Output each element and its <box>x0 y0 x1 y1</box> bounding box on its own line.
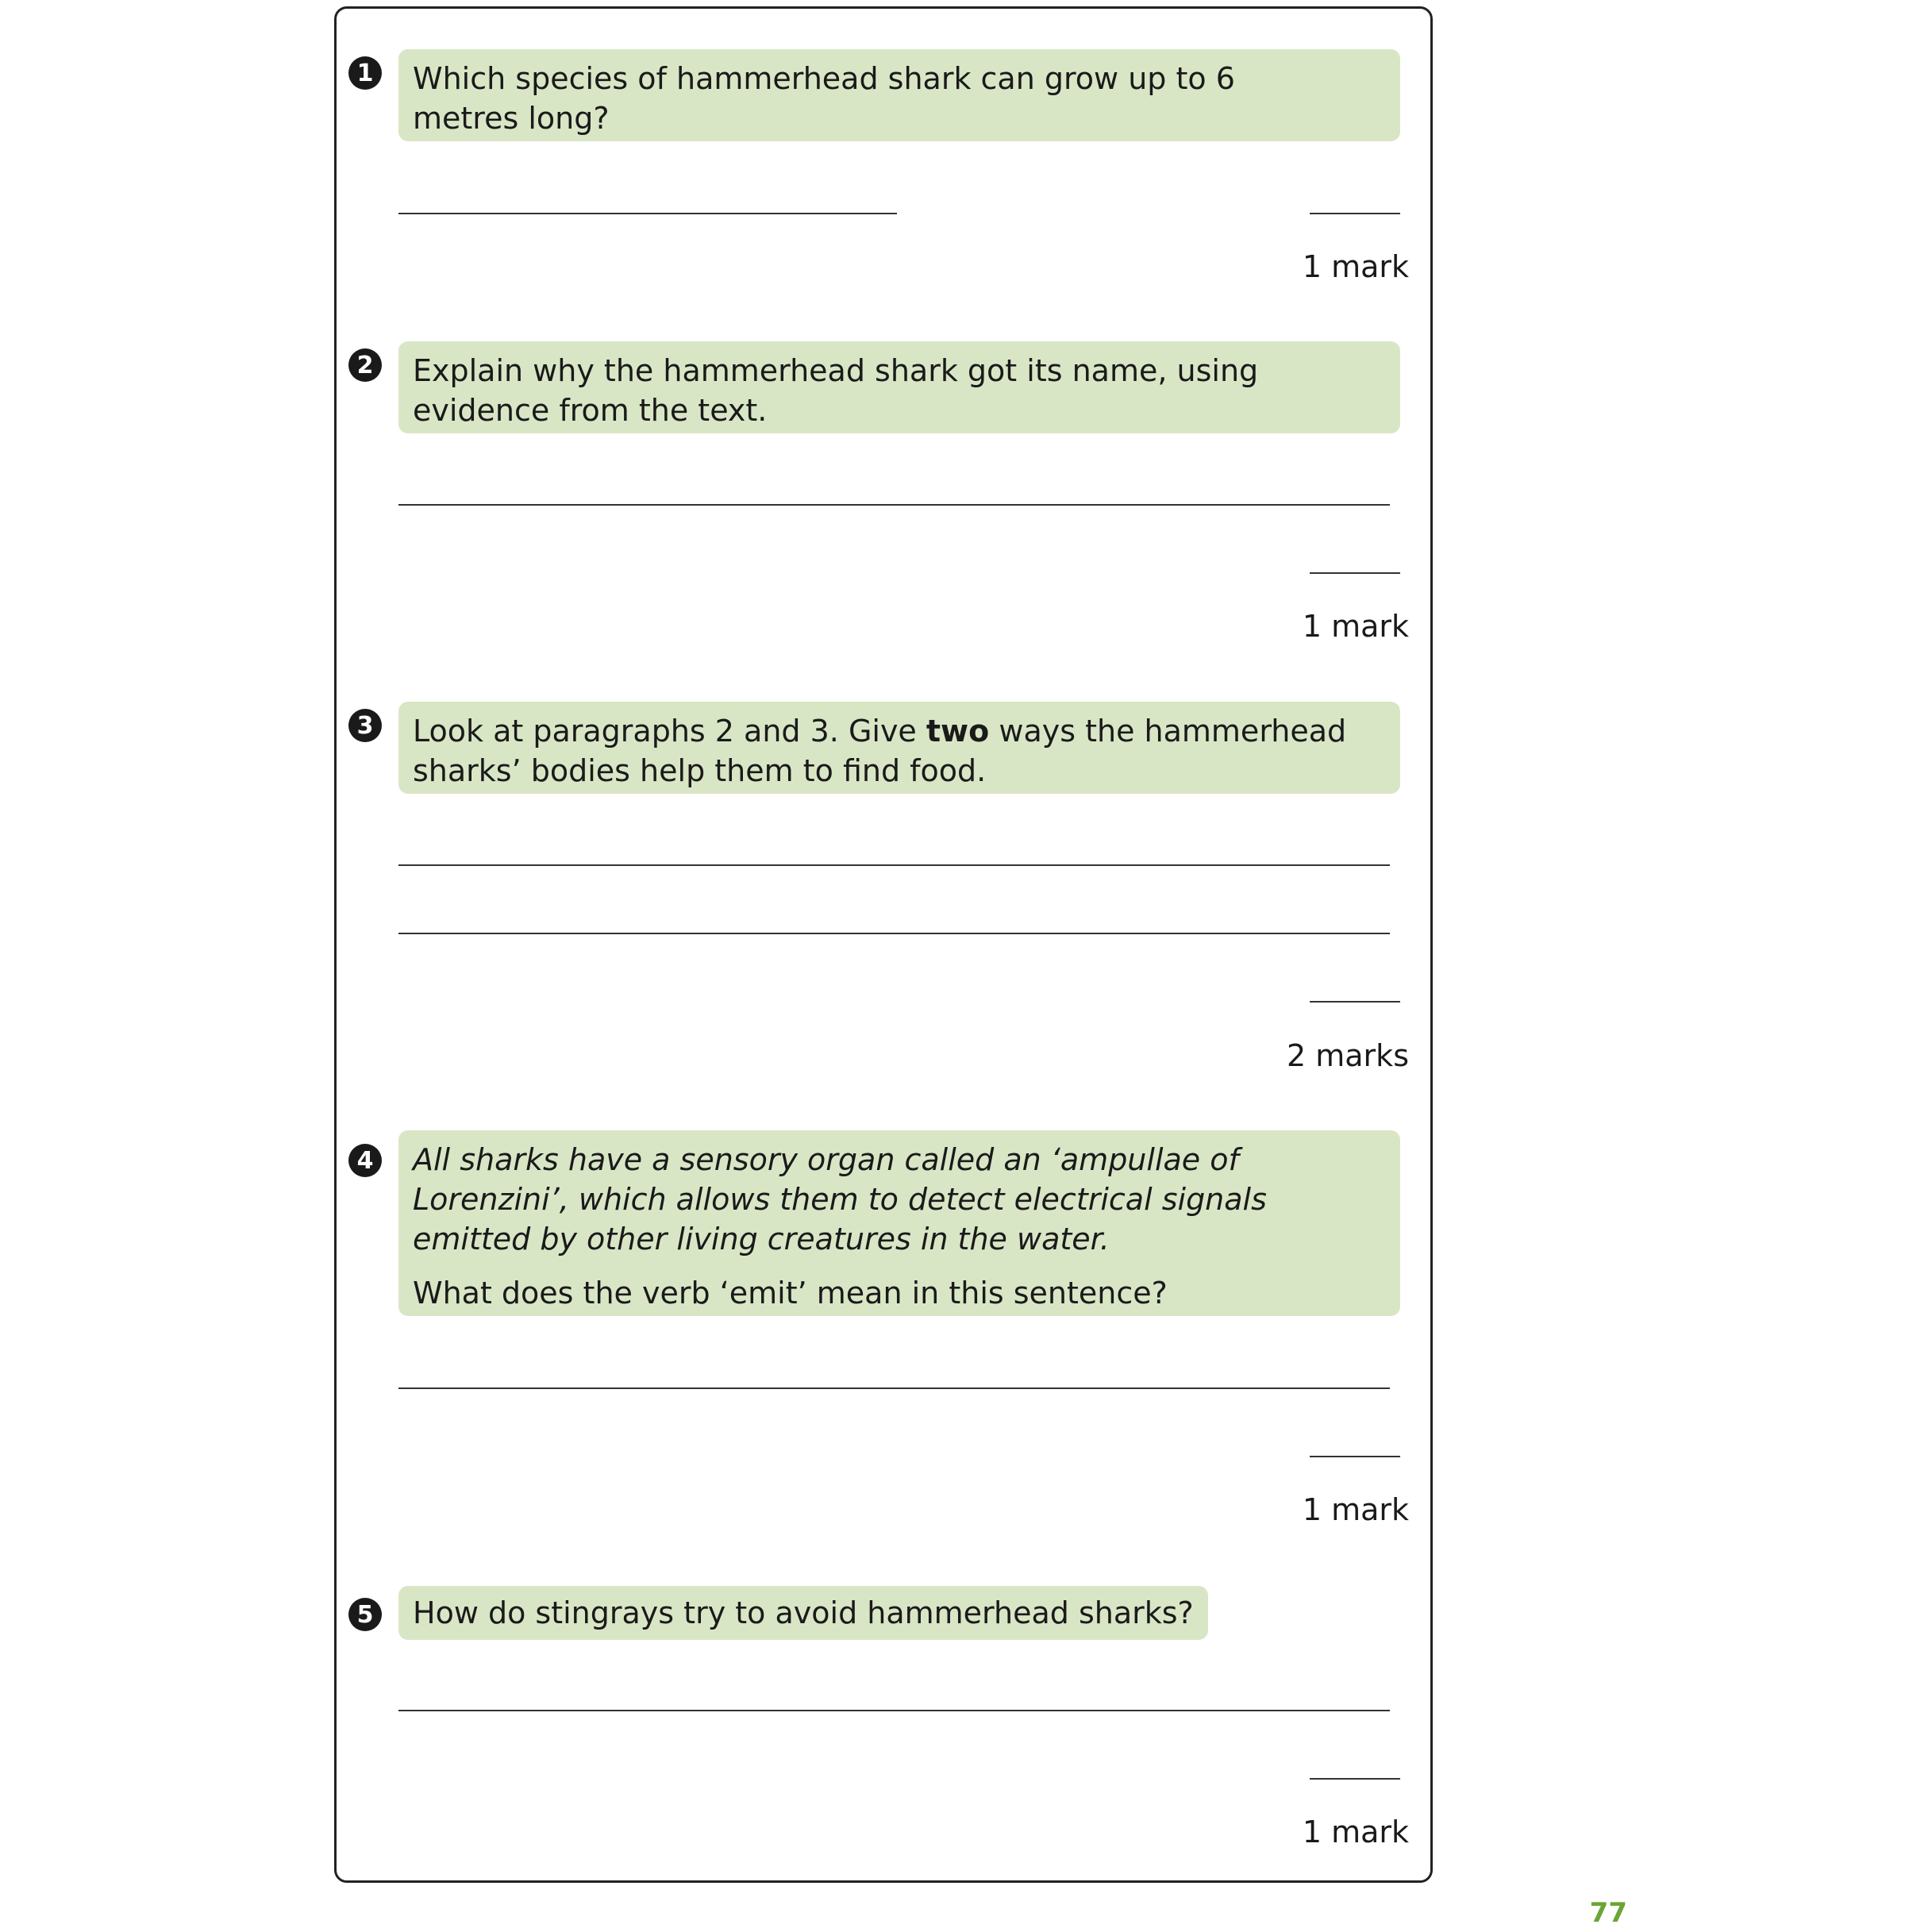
question-box <box>398 49 1400 141</box>
emphasis-word: two <box>926 714 990 749</box>
marks-label: 1 mark <box>1302 1815 1409 1849</box>
mark-line <box>1310 213 1400 214</box>
question-box <box>398 702 1400 794</box>
question-box <box>398 1130 1400 1316</box>
question-text: Explain why the hammerhead shark got its name, using evidence from the text. <box>413 353 1259 428</box>
page-number: 77 <box>1589 1897 1627 1929</box>
question-text: How do stingrays try to avoid hammerhead sharks? <box>413 1595 1194 1630</box>
answer-line[interactable] <box>398 213 897 214</box>
quoted-sentence: All sharks have a sensory organ called an ‘ampullae of Lorenzini’, which allows them to detect electrical signals emitted by other living creatures in the water. <box>413 1142 1267 1257</box>
question-number-badge: 4 <box>348 1144 382 1177</box>
question-box <box>398 1586 1208 1640</box>
question-number-badge: 3 <box>348 709 382 742</box>
mark-line <box>1310 1778 1400 1780</box>
question-number-badge: 1 <box>348 56 382 90</box>
marks-label: 1 mark <box>1302 249 1409 284</box>
answer-line[interactable] <box>398 1710 1390 1711</box>
mark-line <box>1310 1456 1400 1457</box>
question-text: What does the verb ‘emit’ mean in this sentence? <box>413 1276 1168 1310</box>
answer-line[interactable] <box>398 504 1390 506</box>
mark-line <box>1310 1001 1400 1003</box>
marks-label: 2 marks <box>1287 1038 1409 1073</box>
question-text: Which species of hammerhead shark can grow up to 6 metres long? <box>413 61 1235 136</box>
marks-label: 1 mark <box>1302 609 1409 644</box>
question-text: Look at paragraphs 2 and 3. Give two ways the hammerhead sharks’ bodies help them to find food. <box>413 714 1347 788</box>
mark-line <box>1310 572 1400 574</box>
answer-line[interactable] <box>398 864 1390 866</box>
answer-line[interactable] <box>398 933 1390 934</box>
answer-line[interactable] <box>398 1387 1390 1389</box>
question-box <box>398 341 1400 433</box>
question-number-badge: 5 <box>348 1598 382 1631</box>
marks-label: 1 mark <box>1302 1492 1409 1527</box>
question-number-badge: 2 <box>348 348 382 382</box>
